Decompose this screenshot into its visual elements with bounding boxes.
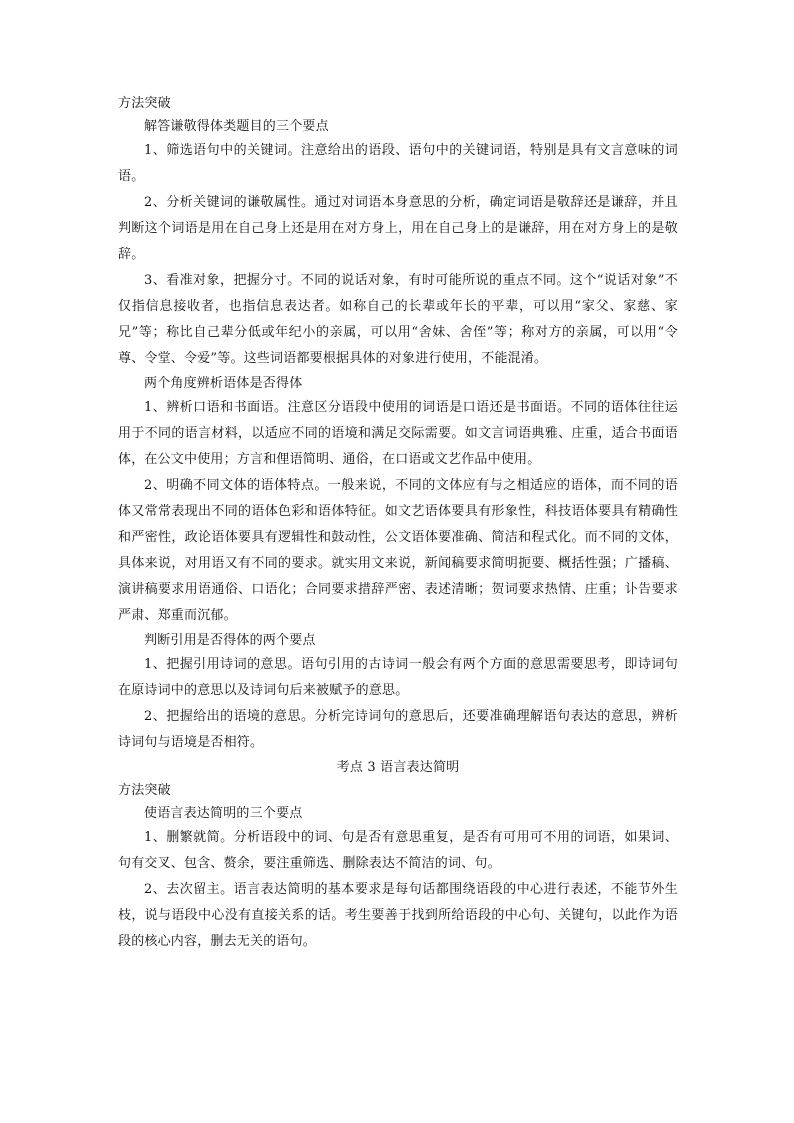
- paragraph-6: 1、把握引用诗词的意思。语句引用的古诗词一般会有两个方面的意思需要思考，即诗词句在原诗词中的意思以及诗词句后来被赋予的意思。: [118, 657, 678, 698]
- paragraph-8: 1、删繁就简。分析语段中的词、句是否有意思重复，是否有可用可不用的词语，如果词、句有交叉、包含、赘余，要注重筛选、删除表达不简洁的词、句。: [118, 830, 678, 871]
- section-heading: 方法突破: [118, 96, 171, 111]
- subheading-modesty-respect: 解答谦敬得体类题目的三个要点: [144, 119, 329, 134]
- paragraph-4: 1、辨析口语和书面语。注意区分语段中使用的词语是口语还是书面语。不同的语体往往运用于不同的语言材料，以适应不同的语境和满足交际需要。如文言词语典雅、庄重，适合书面语体，在公文中使用；方言和俚语简明、通俗，在口语或文艺作品中使用。: [118, 400, 678, 467]
- paragraph-7: 2、把握给出的语境的意思。分析完诗词句的意思后，还要准确理解语句表达的意思，辨析诗词句与语境是否相符。: [118, 709, 678, 750]
- paragraph-3: 3、看准对象，把握分寸。不同的说话对象，有时可能所说的重点不同。这个“说话对象”不仅指信息接收者，也指信息表达者。如称自己的长辈或年长的平辈，可以用“家父、家慈、家兄”等；称比自己辈分低或年纪小的亲属，可以用“舍妹、舍侄”等；称对方的亲属，可以用“令尊、令堂、令爱”等。这些词语都要根据具体的对象进行使用，不能混淆。: [118, 273, 678, 366]
- paragraph-9: 2、去次留主。语言表达简明的基本要求是每句话都围绕语段的中心进行表述，不能节外生枝，说与语段中心没有直接关系的话。考生要善于找到所给语段的中心句、关键句，以此作为语段的核心内容，删去无关的语句。: [118, 882, 678, 949]
- document-page: [118, 92, 678, 955]
- paragraph-2: 2、分析关键词的谦敬属性。通过对词语本身意思的分析，确定词语是敬辞还是谦辞，并且判断这个词语是用在自己身上还是用在对方身上，用在自己身上的是谦辞，用在对方身上的是敬辞。: [118, 195, 678, 262]
- paragraph-5: 2、明确不同文体的语体特点。一般来说，不同的文体应有与之相适应的语体，而不同的语体又常常表现出不同的语体色彩和语体特征。如文艺语体要具有形象性，科技语体要具有精确性和严密性，政论语体要具有逻辑性和鼓动性，公文语体要准确、简洁和程式化。而不同的文体，具体来说，对用语又有不同的要求。就实用文来说，新闻稿要求简明扼要、概括性强；广播稿、演讲稿要求用语通俗、口语化；合同要求措辞严密、表述清晰；贺词要求热情、庄重；讣告要求严肃、郑重而沉郁。: [118, 478, 678, 623]
- subheading-style-appropriateness: 两个角度辨析语体是否得体: [144, 376, 303, 391]
- subheading-quotation: 判断引用是否得体的两个要点: [144, 633, 316, 648]
- paragraph-1: 1、筛选语句中的关键词。注意给出的语段、语句中的关键词语，特别是具有文言意味的词语。: [118, 143, 678, 184]
- section-heading-2: 方法突破: [118, 783, 171, 798]
- subheading-concise: 使语言表达简明的三个要点: [144, 806, 303, 821]
- kaodian-title: 考点 3 语言表达简明: [336, 760, 460, 775]
